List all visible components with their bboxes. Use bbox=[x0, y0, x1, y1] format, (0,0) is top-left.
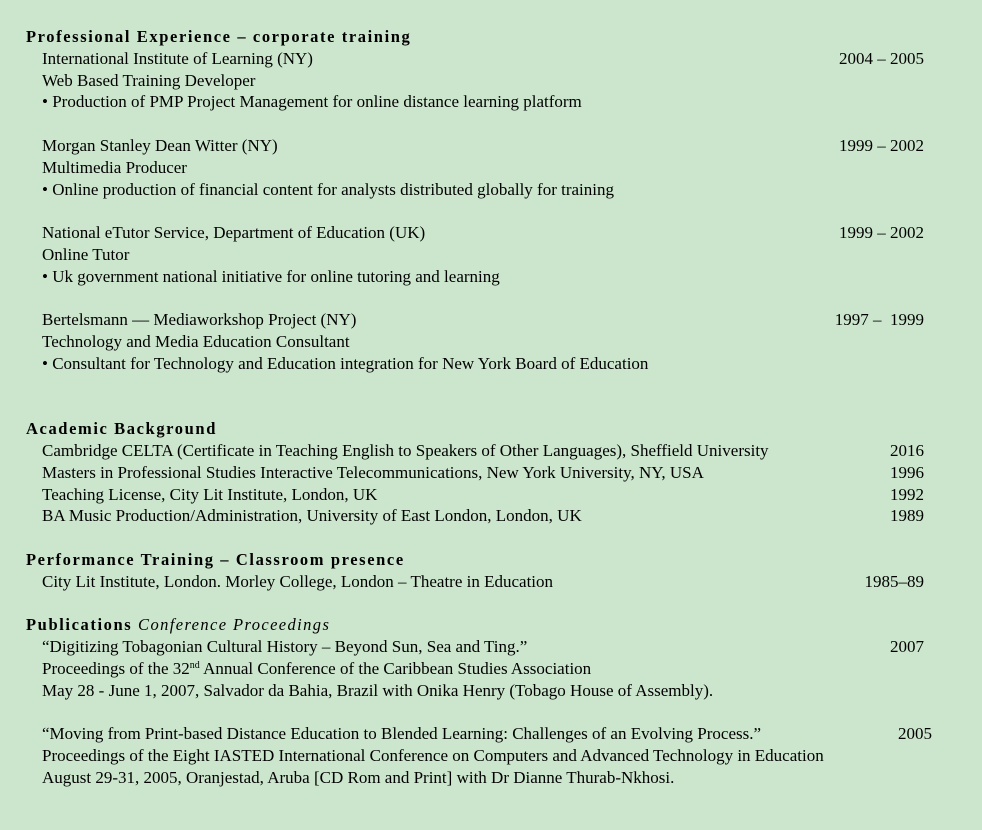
academic-item: Masters in Professional Studies Interactive Telecommunications, New York University, NY, USA bbox=[42, 463, 704, 482]
publication-year: 2005 bbox=[898, 724, 932, 743]
job-org: Bertelsmann — Mediaworkshop Project (NY) bbox=[42, 310, 357, 329]
professional-heading: Professional Experience – corporate training bbox=[26, 27, 412, 46]
publication-proceedings: Proceedings of the Eight IASTED International Conference on Computers and Advanced Technology in Education bbox=[42, 746, 824, 765]
job-bullet: • Online production of financial content for analysts distributed globally for training bbox=[42, 180, 615, 199]
publication-details: May 28 - June 1, 2007, Salvador da Bahia, Brazil with Onika Henry (Tobago House of Assembly). bbox=[42, 681, 714, 700]
academic-item: BA Music Production/Administration, University of East London, London, UK bbox=[42, 506, 582, 525]
performance-year: 1985–89 bbox=[864, 572, 924, 591]
publication-details: August 29-31, 2005, Oranjestad, Aruba [CD Rom and Print] with Dr Dianne Thurab-Nkhosi. bbox=[42, 768, 675, 787]
academic-year: 1989 bbox=[890, 506, 924, 525]
academic-item: Cambridge CELTA (Certificate in Teaching English to Speakers of Other Languages), Sheffield University bbox=[42, 441, 769, 460]
academic-year: 1996 bbox=[890, 463, 924, 482]
performance-text: City Lit Institute, London. Morley College, London – Theatre in Education bbox=[42, 572, 554, 591]
academic-heading: Academic Background bbox=[26, 419, 217, 438]
publications-heading bbox=[26, 615, 330, 635]
job-role: Technology and Media Education Consultant bbox=[42, 332, 350, 351]
job-bullet: • Production of PMP Project Management for online distance learning platform bbox=[42, 92, 582, 111]
job-years: 1997 – 1999 bbox=[834, 310, 924, 329]
proceedings-post: Annual Conference of the Caribbean Studies Association bbox=[199, 659, 592, 678]
job-org: Morgan Stanley Dean Witter (NY) bbox=[42, 136, 278, 155]
publications-subheading: Conference Proceedings bbox=[138, 615, 331, 634]
academic-year: 1992 bbox=[890, 485, 924, 504]
job-bullet: • Consultant for Technology and Education integration for New York Board of Education bbox=[42, 354, 649, 373]
publication-title: “Digitizing Tobagonian Cultural History – Beyond Sun, Sea and Ting.” bbox=[42, 637, 528, 656]
academic-year: 2016 bbox=[890, 441, 924, 460]
proceedings-pre: Proceedings of the 32 bbox=[42, 659, 190, 678]
job-org: National eTutor Service, Department of Education (UK) bbox=[42, 223, 426, 242]
publication-year: 2007 bbox=[890, 637, 924, 656]
proceedings-sup: nd bbox=[189, 660, 200, 671]
publications-title: Publications bbox=[26, 615, 133, 634]
job-bullet: • Uk government national initiative for online tutoring and learning bbox=[42, 267, 500, 286]
job-years: 2004 – 2005 bbox=[839, 49, 924, 68]
job-years: 1999 – 2002 bbox=[839, 223, 924, 242]
performance-heading: Performance Training – Classroom presence bbox=[26, 550, 405, 569]
academic-item: Teaching License, City Lit Institute, London, UK bbox=[42, 485, 378, 504]
job-role: Multimedia Producer bbox=[42, 158, 187, 177]
job-role: Web Based Training Developer bbox=[42, 71, 256, 90]
job-org: International Institute of Learning (NY) bbox=[42, 49, 313, 68]
job-role: Online Tutor bbox=[42, 245, 130, 264]
publication-title: “Moving from Print-based Distance Education to Blended Learning: Challenges of an Evolving Process.” bbox=[42, 724, 762, 743]
publication-proceedings bbox=[42, 659, 591, 679]
job-years: 1999 – 2002 bbox=[839, 136, 924, 155]
